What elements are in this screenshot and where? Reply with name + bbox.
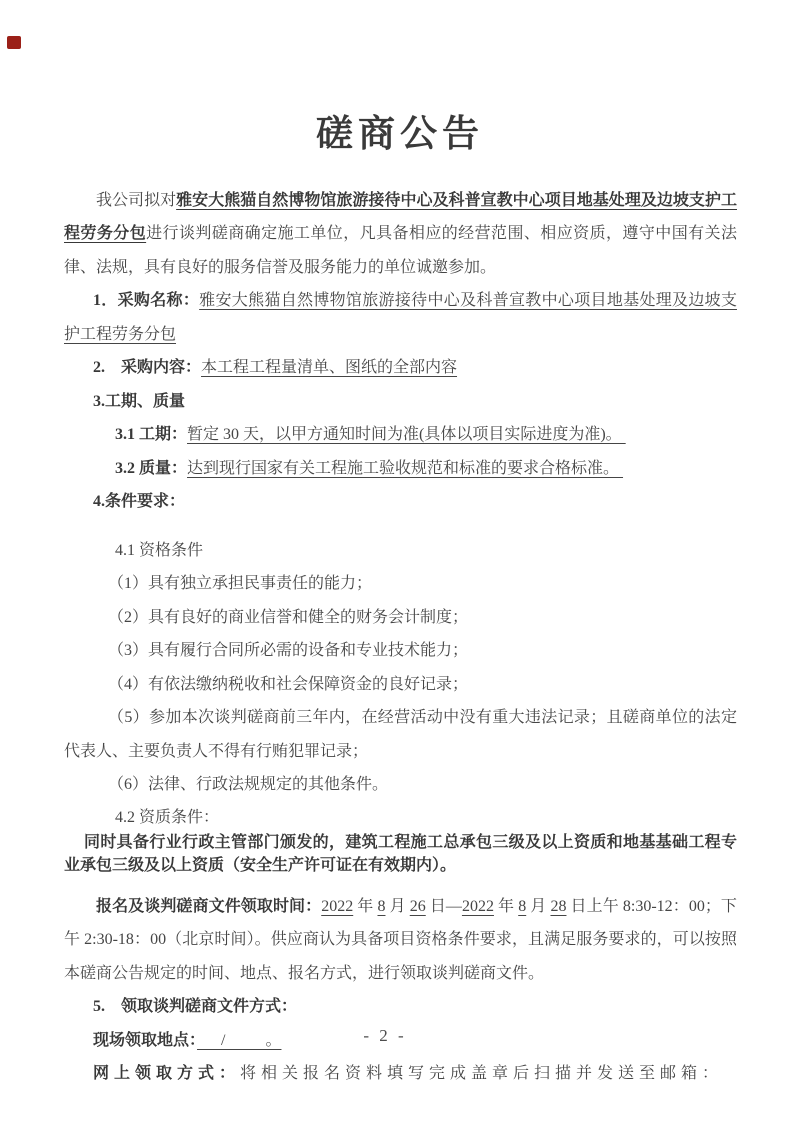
text-segment: 报名及谈判磋商文件领取时间： [96, 897, 322, 915]
text-segment: 2022 [461, 897, 494, 915]
text-segment: （5）参加本次谈判磋商前三年内，在经营活动中没有重大违法记录；且磋商单位的法定代表人、主要负责人不得有行贿犯罪记录； [64, 709, 737, 760]
text-segment: 月 [385, 897, 410, 915]
text-segment: 4.1 资格条件 [115, 541, 204, 559]
text-segment: 日上午 8:30-12：00；下午 2:30-18：00（北京时间）。供应商认为具备项目资格条件要求，且满足服务要求的，可以按照本磋商公告规定的时间、地点、报名方式，进行领取谈判磋商文件。 [64, 897, 737, 982]
text-segment: 26 [409, 897, 426, 915]
item-1-procurement-name [64, 284, 737, 351]
text-segment: 28 [550, 897, 567, 915]
signup-time-paragraph [64, 890, 737, 991]
condition-5 [64, 701, 737, 768]
text-segment: 8 [518, 897, 527, 915]
text-segment: 4.2 资质条件： [115, 808, 220, 826]
text-segment: 日— [425, 897, 462, 915]
item-4-1-heading [64, 534, 737, 568]
condition-2 [64, 601, 737, 635]
text-segment: 将相关报名资料填写完成盖章后扫描并发送至邮箱： [240, 1065, 724, 1083]
item-2-procurement-content [64, 351, 737, 385]
text-segment: 月 [526, 897, 551, 915]
text-segment: （4）有依法缴纳税收和社会保障资金的良好记录； [108, 675, 469, 693]
item-3-1-duration [64, 418, 737, 452]
text-segment: 暂定 30 天，以甲方通知时间为准(具体以项目实际进度为准)。 [187, 426, 626, 444]
qualification-paragraph [64, 831, 737, 878]
text-segment: 同时具备行业行政主管部门颁发的，建筑工程施工总承包三级及以上资质和地基基础工程专业承包三级及以上资质（安全生产许可证在有效期内）。 [64, 833, 737, 875]
text-segment: 2. 采购内容： [93, 359, 202, 377]
item-3-heading [64, 385, 737, 419]
text-segment: 5. 领取谈判磋商文件方式： [93, 998, 298, 1016]
document-body [64, 184, 737, 1091]
text-segment: 3.2 质量： [115, 459, 188, 477]
text-segment: 我公司拟对 [96, 191, 177, 209]
text-segment: 雅安大熊猫自然博物馆旅游接待中心及科普宣教中心项目地基处理及边坡支护工程劳务分包 [64, 191, 737, 243]
text-segment: 3.1 工期： [115, 426, 188, 444]
item-5-heading [64, 990, 737, 1024]
text-segment: （2）具有良好的商业信誉和健全的财务会计制度； [108, 608, 469, 626]
text-segment: 本工程工程量清单、图纸的全部内容 [201, 359, 458, 377]
text-segment: 2022 [321, 897, 354, 915]
text-segment: 3.工期、质量 [93, 392, 186, 410]
text-segment: 4.条件要求： [93, 493, 186, 511]
condition-6 [64, 768, 737, 802]
red-stamp-mark [7, 36, 21, 49]
text-segment: / 。 [197, 1031, 282, 1049]
text-segment: （3）具有履行合同所必需的设备和专业技术能力； [108, 642, 469, 660]
page-number: - 2 - [363, 1026, 407, 1045]
text-segment: 达到现行国家有关工程施工验收规范和标准的要求合格标准。 [187, 459, 624, 477]
page-title: 磋商公告 [316, 113, 484, 155]
text-segment: 现场领取地点： [93, 1031, 198, 1049]
text-segment: 年 [353, 897, 378, 915]
condition-4 [64, 668, 737, 702]
text-segment: 年 [493, 897, 519, 915]
text-segment: （6）法律、行政法规规定的其他条件。 [108, 776, 389, 794]
intro-paragraph [64, 184, 737, 285]
text-segment: 网上领取方式： [93, 1065, 241, 1083]
text-segment: 雅安大熊猫自然博物馆旅游接待中心及科普宣教中心项目地基处理及边坡支护工程劳务分包 [64, 292, 737, 343]
condition-3 [64, 634, 737, 668]
text-segment: 8 [377, 897, 386, 915]
text-segment: （1）具有独立承担民事责任的能力； [108, 575, 373, 593]
item-3-2-quality [64, 452, 737, 486]
online-pickup-line [64, 1057, 737, 1091]
item-4-2-heading [64, 802, 737, 831]
condition-1 [64, 567, 737, 601]
text-segment: 1．采购名称： [93, 292, 200, 310]
text-segment: 进行谈判磋商确定施工单位，凡具备相应的经营范围、相应资质，遵守中国有关法律、法规，具有良好的服务信誉及服务能力的单位诚邀参加。 [64, 225, 737, 276]
item-4-heading [64, 485, 737, 519]
